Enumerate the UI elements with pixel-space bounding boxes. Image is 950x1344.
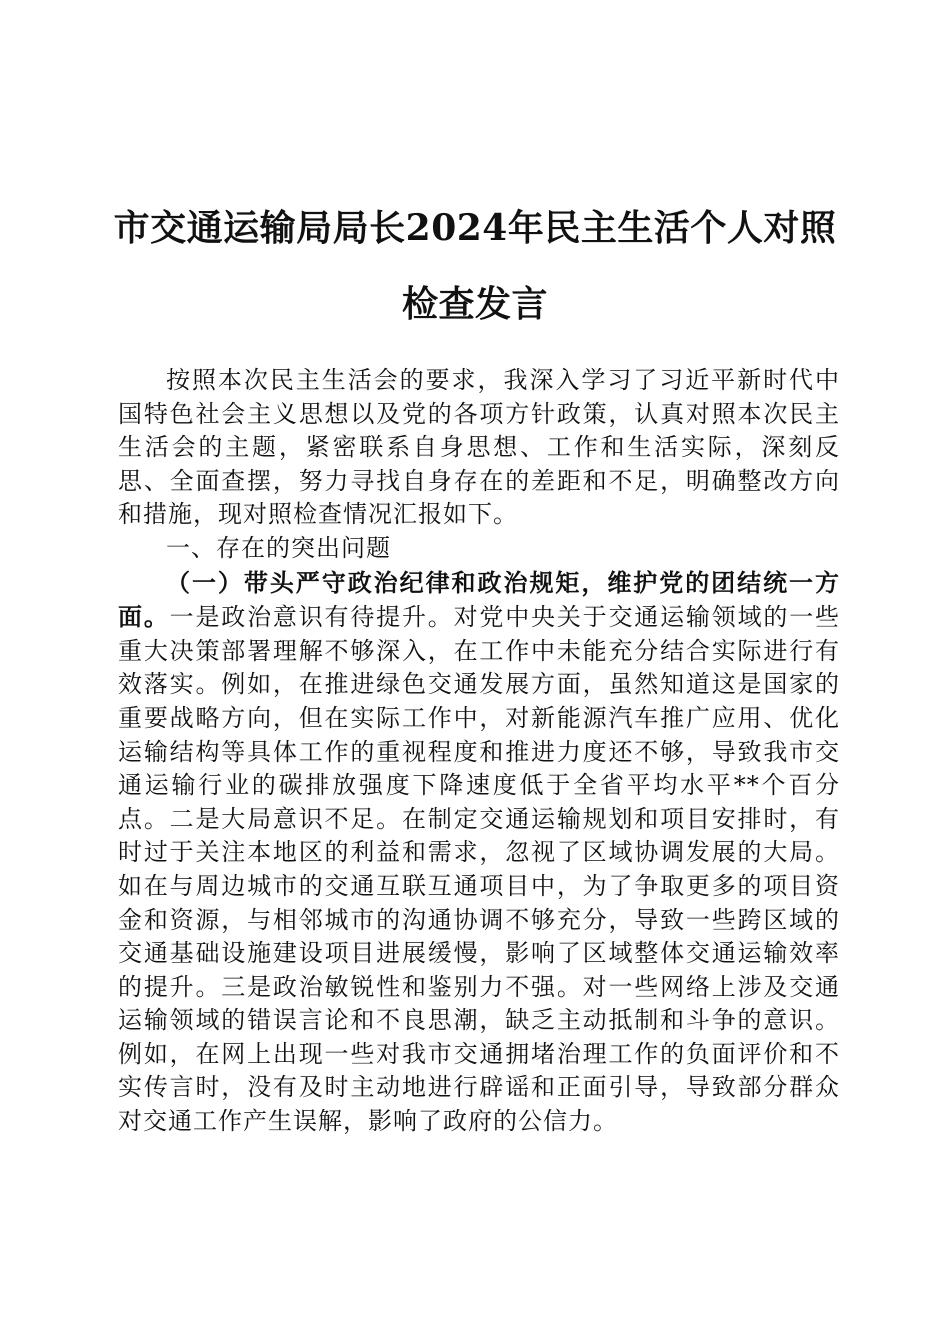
title-line-1: 市交通运输局局长2024年民主生活个人对照: [113, 207, 837, 249]
section-heading-problems: 一、存在的突出问题: [166, 533, 391, 562]
title-line-2: 检查发言: [401, 283, 548, 325]
document-body: [118, 364, 840, 1139]
subsection-paragraph-1: [118, 566, 840, 1139]
document-title: [100, 190, 850, 342]
subsection-body-1: 一是政治意识有待提升。对党中央关于交通运输领域的一些重大决策部署理解不够深入，在工作中未能充分结合实际进行有效落实。例如，在推进绿色交通发展方面，虽然知道这是国家的重要战略方向，但在实际工作中，对新能源汽车推广应用、优化运输结构等具体工作的重视程度和推进力度还不够，导致我市交通运输行业的碳排放强度下降速度低于全省平均水平**个百分点。二是大局意识不足。在制定交通运输规划和项目安排时，有时过于关注本地区的利益和需求，忽视了区域协调发展的大局。如在与周边城市的交通互联互通项目中，为了争取更多的项目资金和资源，与相邻城市的沟通协调不够充分，导致一些跨区域的交通基础设施建设项目进展缓慢，影响了区域整体交通运输效率的提升。三是政治敏锐性和鉴别力不强。对一些网络上涉及交通运输领域的错误言论和不良思潮，缺乏主动抵制和斗争的意识。例如，在网上出现一些对我市交通拥堵治理工作的负面评价和不实传言时，没有及时主动地进行辟谣和正面引导，导致部分群众对交通工作产生误解，影响了政府的公信力。: [118, 603, 841, 1136]
subsection-heading-1: （一）带头严守政治纪律和政治规矩，维护党的团结统一方面。: [118, 567, 840, 632]
intro-paragraph: 按照本次民主生活会的要求，我深入学习了习近平新时代中国特色社会主义思想以及党的各项方针政策，认真对照本次民主生活会的主题，紧密联系自身思想、工作和生活实际，深刻反思、全面查摆，努力寻找自身存在的差距和不足，明确整改方向和措施，现对照检查情况汇报如下。: [118, 366, 840, 529]
